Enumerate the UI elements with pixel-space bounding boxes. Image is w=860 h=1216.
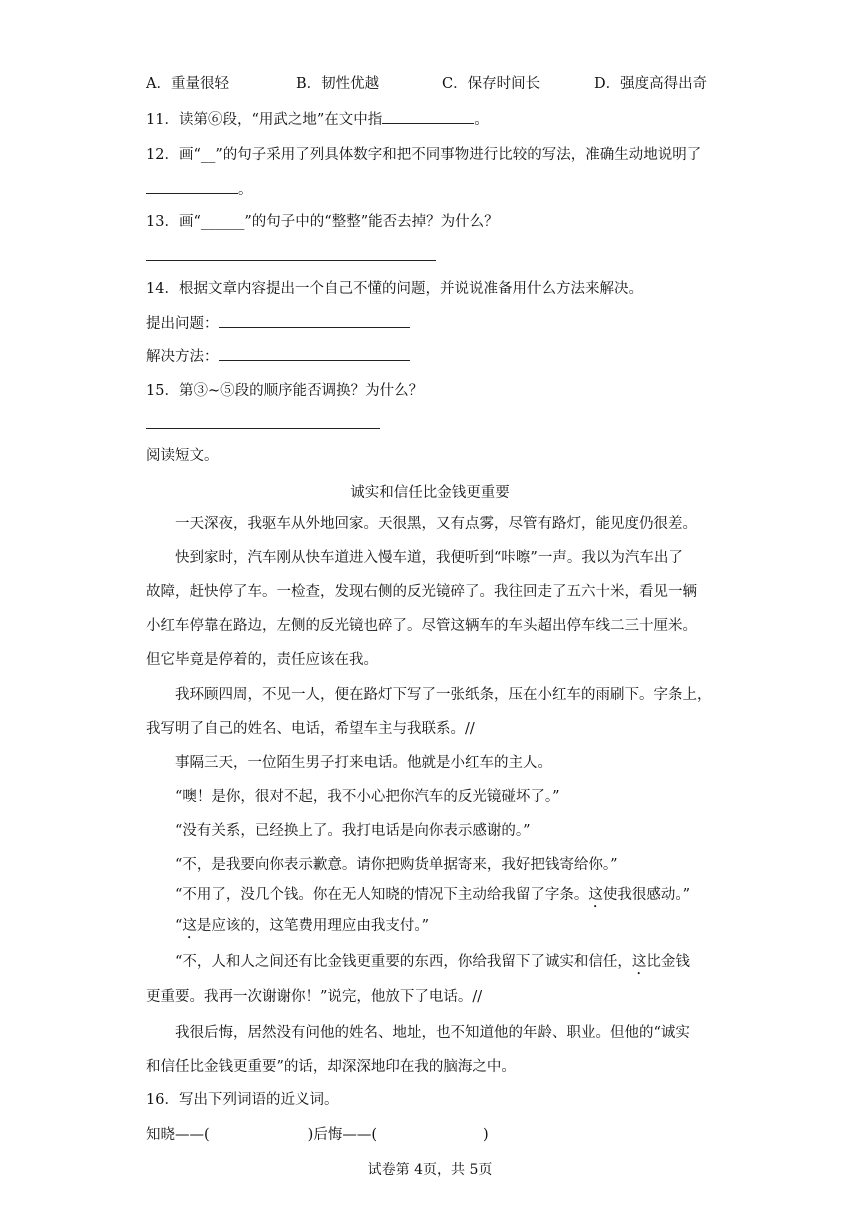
- question-16: 16．写出下列词语的近义词。: [146, 1092, 339, 1108]
- passage-paragraph-2-line-3: 小红车停靠在路边，左侧的反光镜也碎了。尽管这辆车的车头超出停车线二三十厘米。: [146, 618, 697, 634]
- p10-text-b: 比金钱: [646, 954, 690, 970]
- q15-answer-line[interactable]: [146, 428, 380, 429]
- p10-text-a: “不，人和人之间还有比金钱更重要的东西，你给我留下了诚实和信任，: [175, 954, 632, 970]
- passage-paragraph-10-line-2: 更重要。我再一次谢谢你！”说完，他放下了电话。//: [146, 989, 483, 1005]
- question-12-answer: [146, 178, 253, 199]
- passage-paragraph-5: “噢！是你，很对不起，我不小心把你汽车的反光镜碰坏了。”: [175, 789, 560, 805]
- option-d: D．强度高得出奇: [594, 76, 708, 92]
- passage-paragraph-9: [175, 914, 429, 942]
- option-a: A．重量很轻: [146, 76, 229, 92]
- q14-ask-label: 提出问题：: [146, 316, 219, 332]
- passage-paragraph-6: “没有关系，已经换上了。我打电话是向你表示感谢的。”: [175, 823, 531, 839]
- passage-paragraph-3-line-1: 我环顾四周，不见一人，便在路灯下写了一张纸条，压在小红车的雨刷下。字条上，: [175, 687, 712, 703]
- q12-answer-blank[interactable]: [146, 178, 238, 194]
- passage-paragraph-10-line-1: [175, 950, 690, 978]
- q16-word-2: 后悔——(: [313, 1127, 378, 1143]
- p9-text-a: “: [175, 918, 183, 934]
- passage-paragraph-11-line-2: 和信任比金钱更重要”的话，却深深地印在我的脑海之中。: [146, 1059, 516, 1075]
- q16-word-1: 知晓——(: [146, 1127, 210, 1143]
- passage-paragraph-4: 事隔三天，一位陌生男子打来电话。他就是小红车的主人。: [175, 755, 552, 771]
- question-14: 14．根据文章内容提出一个自己不懂的问题，并说说准备用什么方法来解决。: [146, 281, 643, 297]
- passage-paragraph-2-line-2: 故障，赶快停了车。一检查，发现右侧的反光镜碎了。我往回走了五六十米，看见一辆: [146, 584, 697, 600]
- question-13: 13．画“______”的句子中的“整整”能否去掉？为什么？: [146, 214, 499, 230]
- read-instruction: 阅读短文。: [146, 448, 219, 464]
- q11-answer-blank[interactable]: [382, 108, 474, 124]
- p10-dotted-char: 这: [631, 954, 647, 970]
- question-12: 12．画“__”的句子采用了列具体数字和把不同事物进行比较的写法，准确生动地说明了: [146, 147, 702, 163]
- q16-paren-close-1: ): [307, 1127, 314, 1143]
- passage-paragraph-11-line-1: 我很后悔，居然没有问他的姓名、地址，也不知道他的年龄、职业。但他的“诚实: [175, 1025, 690, 1041]
- q16-synonym-row: [146, 1123, 489, 1144]
- option-c: C．保存时间长: [442, 76, 541, 92]
- q14-ask-row: [146, 312, 410, 333]
- q11-period: 。: [474, 112, 489, 128]
- q14-method-blank[interactable]: [219, 345, 410, 361]
- page-footer: 试卷第 4页，共 5页: [367, 1162, 493, 1178]
- passage-paragraph-2-line-1: 快到家时，汽车刚从快车道进入慢车道，我便听到“咔嚓”一声。我以为汽车出了: [175, 550, 683, 566]
- q14-method-label: 解决方法：: [146, 349, 219, 365]
- q11-text: 11．读第⑥段，“用武之地”在文中指: [146, 112, 383, 128]
- passage-paragraph-7: “不，是我要向你表示歉意。请你把购货单据寄来，我好把钱寄给你。”: [175, 857, 618, 873]
- q14-ask-blank[interactable]: [219, 312, 410, 328]
- p9-text-b: 是应该的，这笔费用理应由我支付。”: [196, 918, 430, 934]
- passage-paragraph-3-line-2: 我写明了自己的姓名、电话，希望车主与我联系。//: [146, 721, 475, 737]
- question-11: [146, 108, 489, 129]
- question-15: 15．第③~⑤段的顺序能否调换？为什么？: [146, 383, 424, 399]
- p8-text-b: 使我很感动。”: [602, 887, 691, 903]
- passage-paragraph-2-line-4: 但它毕竟是停着的，责任应该在我。: [146, 652, 378, 668]
- q12-period: 。: [238, 182, 253, 198]
- passage-paragraph-1: 一天深夜，我驱车从外地回家。天很黑，又有点雾，尽管有路灯，能见度仍很差。: [175, 516, 697, 532]
- p8-dotted-char: 这: [588, 887, 603, 903]
- q14-method-row: [146, 345, 410, 366]
- q16-paren-close-2: ): [483, 1127, 489, 1143]
- p8-text-a: “不用了，没几个钱。你在无人知晓的情况下主动给我留了字条。: [175, 887, 589, 903]
- option-b: B．韧性优越: [296, 76, 380, 92]
- passage-title: 诚实和信任比金钱更重要: [350, 485, 510, 501]
- passage-paragraph-8: [175, 883, 690, 911]
- p9-dotted-char: 这: [182, 918, 197, 934]
- q13-answer-line[interactable]: [146, 260, 436, 261]
